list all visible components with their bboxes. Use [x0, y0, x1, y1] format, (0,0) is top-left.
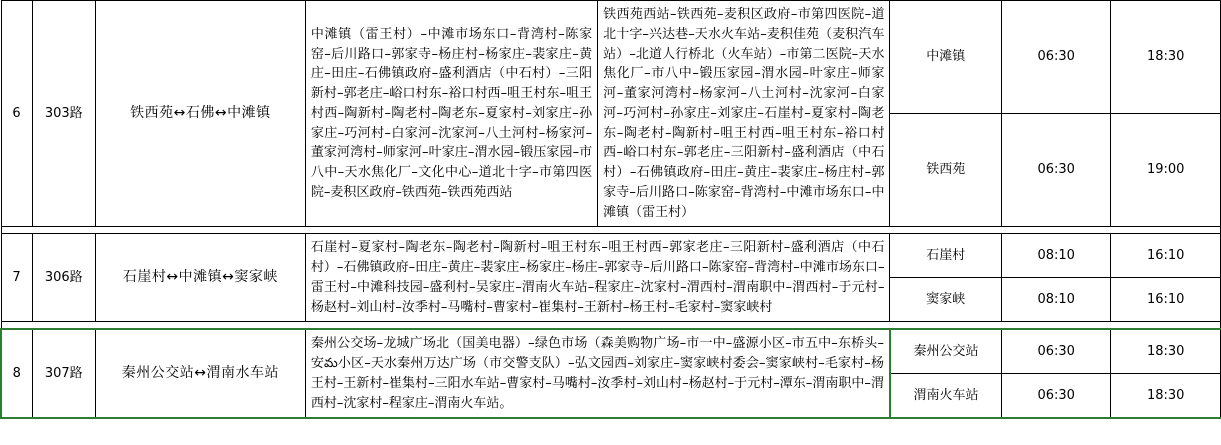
terminal-stop-cell: 石崖村 — [890, 234, 1002, 278]
terminal-stop-cell: 铁西苑 — [890, 114, 1002, 227]
terminal-stop-cell: 窦家峡 — [890, 278, 1002, 322]
spacer-row — [1, 227, 1221, 234]
spacer-cell — [1, 322, 1221, 330]
row-gap — [1, 322, 1221, 330]
first-departure-cell: 08:10 — [1001, 234, 1110, 278]
terminal-stop-cell: 渭南火车站 — [890, 374, 1002, 419]
row-gap — [1, 227, 1221, 234]
last-departure-cell: 16:10 — [1111, 278, 1221, 322]
last-departure-cell: 18:30 — [1111, 329, 1221, 374]
route-number-cell: 303路 — [32, 1, 95, 227]
last-departure-cell: 18:30 — [1111, 374, 1221, 419]
route-name-cell: 石崖村↔中滩镇↔窦家峡 — [95, 234, 305, 322]
table-row — [1, 329, 1221, 374]
route-name-cell: 秦州公交站↔渭南水车站 — [95, 329, 305, 418]
row-number-cell: 6 — [1, 1, 32, 227]
first-departure-cell: 06:30 — [1001, 114, 1110, 227]
first-departure-cell: 06:30 — [1001, 374, 1110, 419]
first-departure-cell: 06:30 — [1001, 329, 1110, 374]
first-departure-cell: 06:30 — [1001, 1, 1110, 114]
table-row-group-8 — [1, 329, 1221, 418]
last-departure-cell: 18:30 — [1111, 1, 1221, 114]
table-row — [1, 1, 1221, 114]
route-number-cell: 307路 — [32, 329, 95, 418]
table-row — [1, 234, 1221, 278]
row-number-cell: 8 — [1, 329, 32, 418]
last-departure-cell: 16:10 — [1111, 234, 1221, 278]
route-name-cell: 铁西苑↔石佛↔中滩镇 — [95, 1, 305, 227]
first-departure-cell: 08:10 — [1001, 278, 1110, 322]
terminal-stop-cell: 秦州公交站 — [890, 329, 1002, 374]
row-number-cell: 7 — [1, 234, 32, 322]
terminal-stop-cell: 中滩镇 — [890, 1, 1002, 114]
last-departure-cell: 19:00 — [1111, 114, 1221, 227]
table-row-group-7 — [1, 234, 1221, 322]
table-row-group-6 — [1, 1, 1221, 227]
route-inbound-stops-cell: 铁西苑西站–铁西苑–麦积区政府–市第四医院–道北十字–兴达巷–天水火车站–麦积佳苑（麦积汽车站）–北道人行桥北（火车站）–市第二医院–天水焦化厂–市八中–锻压家园–渭水园–叶家庄–师家河–董家河湾村–杨家河–八土河村–沈家河–白家河–巧河村–孙家庄–刘家庄–石崖村–夏家村–陶老东–陶老村–陶新村–咀王村西–咀王村东–裕口村西–峪口村东–郭老庄–三阳新村–盛利酒店（中石村）–石佛镇政府–田庄–黄庄–裴家庄–杨庄村–郭家寺–后川路口–陈家窑–背湾村–中滩市场东口–中滩镇（雷王村） — [598, 1, 890, 227]
route-number-cell: 306路 — [32, 234, 95, 322]
route-stops-cell: 秦州公交场–龙城广场北（国美电器）–绿色市场（森美购物广场–市一中–盛源小区–市五中–东桥头–安మ小区–天水秦州万达广场（市交警支队）–弘文园西–刘家庄–窦家峡村委会–窦家峡村–毛家村–杨王村–王新村–崔集村–三阳水车站–曹家村–马嘴村–汝季村–刘山村–杨赵村–于元村–潭东–渭南职中–渭西村–沈家村–程家庄–渭南火车站。 — [305, 329, 890, 418]
route-stops-cell: 石崖村–夏家村–陶老东–陶老村–陶新村–咀王村东–咀王村西–郭家老庄–三阳新村–盛利酒店（中石村）–石佛镇政府–田庄–黄庄–裴家庄–杨家庄–杨庄–郭家寺–后川路口–陈家窑–背湾村–中滩市场东口–雷王村–中滩科技园–盛利村–吴家庄–渭南火车站–程家庄–沈家村–渭西村–渭南职中–渭西村–于元村–杨赵村–刘山村–汝季村–马嘴村–曹家村–崔集村–王新村–杨王村–毛家村–窦家峡村 — [305, 234, 890, 322]
spacer-row — [1, 322, 1221, 330]
spacer-cell — [1, 227, 1221, 234]
route-outbound-stops-cell: 中滩镇（雷王村）–中滩市场东口–背湾村–陈家窑–后川路口–郭家寺–杨庄村–杨家庄–裴家庄–黄庄–田庄–石佛镇政府–盛利酒店（中石村）–三阳新村–郭老庄–峪口村东–裕口村西–咀王村东–咀王村西–陶新村–陶老村–陶老东–夏家村–刘家庄–孙家庄–巧河村–白家河–沈家河–八土河村–杨家河–董家河湾村–师家河–叶家庄–渭水园–锻压家园–市八中–天水焦化厂–文化中心–道北十字–市第四医院–麦积区政府–铁西苑–铁西苑西站 — [305, 1, 597, 227]
